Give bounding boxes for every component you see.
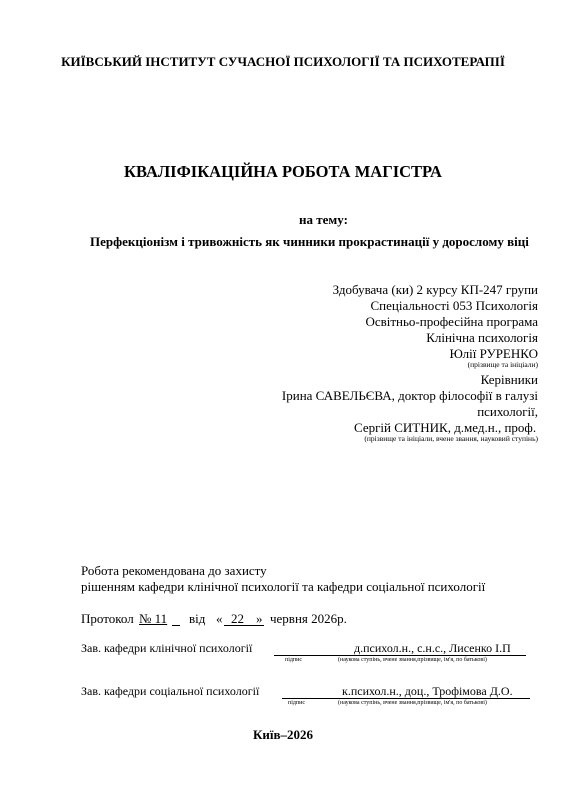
protocol-date-open: « [216,611,223,626]
head2-label: Зав. кафедри соціальної психології [81,684,260,698]
head1-label: Зав. кафедри клінічної психології [81,641,253,655]
protocol-day: 22 [231,611,244,626]
thesis-title: КВАЛІФІКАЦІЙНА РОБОТА МАГІСТРА [124,162,442,181]
author-course-group: Здобувача (ки) 2 курсу КП-247 групи [332,282,538,297]
city-year: Київ–2026 [252,727,314,742]
head1-name: д.психол.н., с.н.с., Лисенко І.П [354,641,511,655]
author-specialty: Спеціальності 053 Психологія [370,298,538,313]
recommendation-line-2: рішенням кафедри клінічної психології та кафедри соціальної психології [81,579,486,594]
head2-sign-caption: підпис [288,700,306,706]
institute-name: КИЇВСЬКИЙ ІНСТИТУТ СУЧАСНОЇ ПСИХОЛОГІЇ ТА ПСИХОТЕРАПІЇ [61,54,505,69]
protocol-number-underline [172,625,180,626]
supervisor-caption: (прізвище та ініціали, вчене звання, науковий ступінь) [364,434,538,443]
head2-name-caption: (наукова ступінь, вчене звання,прізвище, ім'я, по батькові) [338,700,487,706]
author-name-caption: (прізвище та ініціали) [467,360,538,369]
protocol-date-prefix: від [189,611,206,626]
supervisor-1: Ірина САВЕЛЬЄВА, доктор філософії в галузі [281,388,538,403]
author-program: Освітньо-професійна програма [365,314,538,329]
thesis-topic: Перфекціонізм і тривожність як чинники прокрастинації у дорослому віці [90,234,529,249]
head1-sign-caption: підпис [285,657,303,663]
head2-name: к.психол.н., доц., Трофімова Д.О. [342,684,513,698]
on-topic-label: на тему: [299,212,348,227]
protocol-label: Протокол [81,611,134,626]
supervisor-2: Сергій СИТНИК, д.мед.н., проф. [354,420,537,435]
protocol-month-year: червня 2026р. [270,611,347,626]
author-name: Юлії РУРЕНКО [449,346,538,361]
recommendation-line-1: Робота рекомендована до захисту [81,563,267,578]
head1-name-caption: (наукова ступінь, вчене звання,прізвище, ім'я, по батькові) [338,657,487,663]
supervisors-label: Керівники [480,372,538,387]
author-program-name: Клінічна психологія [426,330,538,345]
protocol-number: № 11 [139,611,168,626]
protocol-date-close: » [256,611,263,626]
supervisor-1-cont: психології, [477,404,538,419]
